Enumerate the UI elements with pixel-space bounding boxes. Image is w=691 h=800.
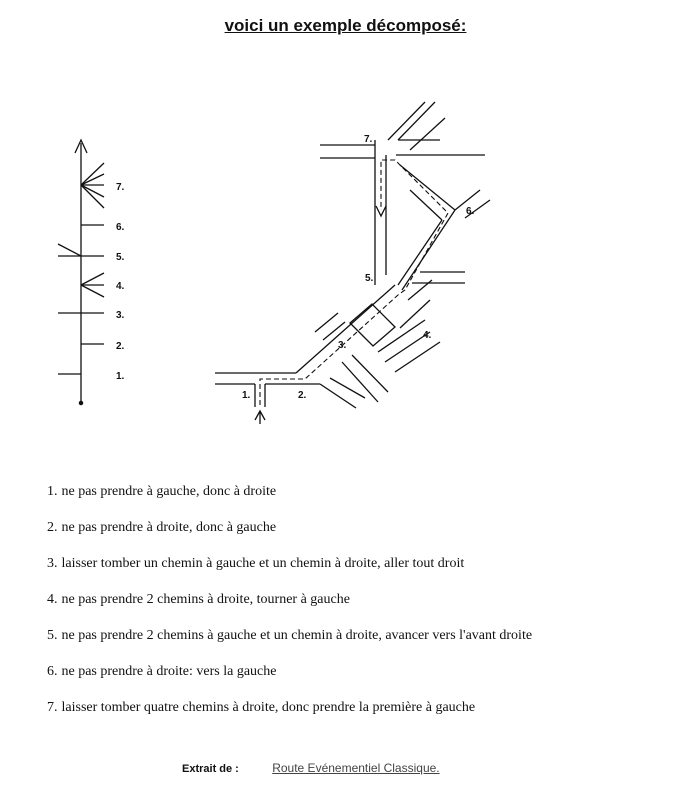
map-label: 5. (365, 273, 374, 284)
step-number: 4. (47, 592, 58, 607)
linear-route-schematic (58, 140, 104, 405)
linear-label: 1. (116, 371, 125, 382)
source-label: Extrait de : (182, 763, 239, 775)
step-text: ne pas prendre à droite: vers la gauche (61, 664, 277, 679)
step-number: 7. (47, 700, 58, 715)
page-title: voici un exemple décomposé: (224, 16, 467, 35)
map-label: 7. (364, 134, 373, 145)
step-text: ne pas prendre 2 chemins à droite, tourner à gauche (61, 592, 350, 607)
list-item (47, 699, 667, 717)
map-label: 1. (242, 390, 251, 401)
step-number: 2. (47, 520, 58, 535)
step-number: 3. (47, 556, 58, 571)
list-item (47, 591, 667, 609)
list-item (47, 519, 667, 537)
step-number: 5. (47, 628, 58, 643)
step-list (47, 483, 667, 735)
source-credit (182, 761, 440, 775)
linear-label: 5. (116, 252, 125, 263)
list-item (47, 555, 667, 573)
source-link[interactable]: Route Evénementiel Classique. (272, 761, 440, 775)
street-map (215, 102, 490, 408)
step-number: 1. (47, 484, 58, 499)
linear-label: 6. (116, 222, 125, 233)
linear-label: 4. (116, 281, 125, 292)
list-item (47, 483, 667, 501)
step-number: 6. (47, 664, 58, 679)
linear-label: 3. (116, 310, 125, 321)
step-text: laisser tomber un chemin à gauche et un chemin à droite, aller tout droit (61, 556, 465, 571)
list-item (47, 663, 667, 681)
step-text: ne pas prendre 2 chemins à gauche et un chemin à droite, avancer vers l'avant droite (61, 628, 533, 643)
step-text: laisser tomber quatre chemins à droite, donc prendre la première à gauche (61, 700, 476, 715)
linear-label: 7. (116, 182, 125, 193)
list-item (47, 627, 667, 645)
map-label: 6. (466, 206, 475, 217)
linear-label: 2. (116, 341, 125, 352)
map-label: 3. (338, 340, 347, 351)
step-text: ne pas prendre à droite, donc à gauche (61, 520, 277, 535)
step-text: ne pas prendre à gauche, donc à droite (61, 484, 277, 499)
map-label: 4. (423, 330, 432, 341)
map-label: 2. (298, 390, 307, 401)
